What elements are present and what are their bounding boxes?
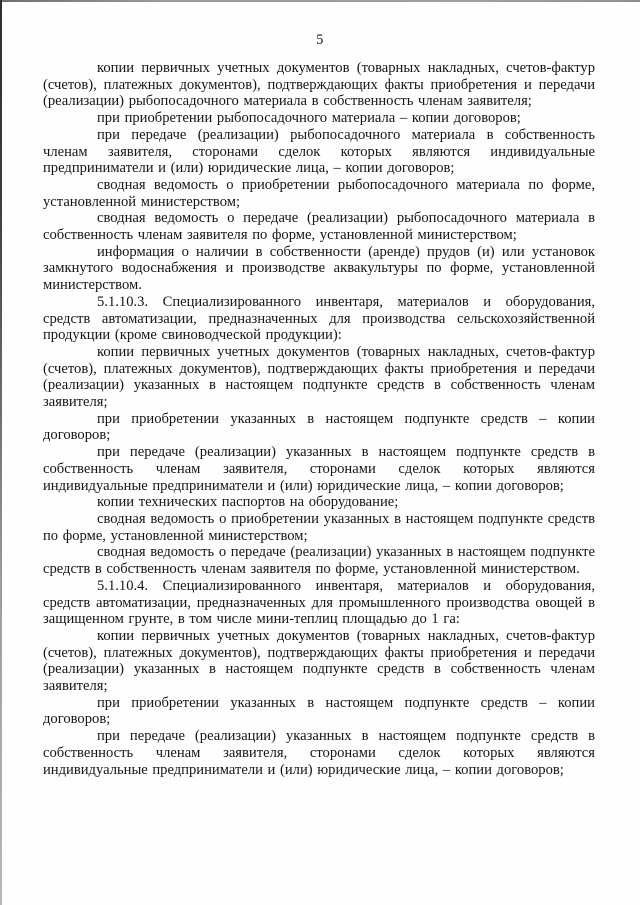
paragraph: при передаче (реализации) рыбопосадочного материала в собственность членам заявителя, сторонами сделок которых являются индивидуальные предприниматели и (или) юридические лица, – копии договоров; — [43, 126, 595, 177]
paragraph: копии первичных учетных документов (товарных накладных, счетов-фактур (счетов), платежных документов), подтверждающих факты приобретения и передачи (реализации) указанных в настоящем подпункте средств в собственность членам заявителя; — [43, 343, 595, 411]
scan-top-edge-line — [0, 0, 640, 2]
paragraph: информация о наличии в собственности (аренде) прудов (и) или установок замкнутого водоснабжения и производстве аквакультуры по форме, установленной министерством. — [43, 243, 595, 294]
paragraph: копии первичных учетных документов (товарных накладных, счетов-фактур (счетов), платежных документов), подтверждающих факты приобретения и передачи (реализации) указанных в настоящем подпункте средств в собственность членам заявителя; — [43, 627, 595, 695]
paragraph: сводная ведомость о приобретении рыбопосадочного материала по форме, установленной министерством; — [43, 176, 595, 210]
page-number: 5 — [316, 32, 324, 48]
document-body — [43, 60, 595, 778]
paragraph: копии технических паспортов на оборудование; — [97, 494, 399, 511]
paragraph: 5.1.10.3. Специализированного инвентаря, материалов и оборудования, средств автоматизации, предназначенных для производства сельскохозяйственной продукции (кроме свиноводческой продукции): — [43, 293, 595, 344]
paragraph: сводная ведомость о приобретении указанных в настоящем подпункте средств по форме, установленной министерством; — [43, 510, 595, 544]
paragraph: копии первичных учетных документов (товарных накладных, счетов-фактур (счетов), платежных документов), подтверждающих факты приобретения и передачи (реализации) рыбопосадочного материала в собственность членам заявителя; — [43, 60, 595, 110]
paragraph: сводная ведомость о передаче (реализации) рыбопосадочного материала в собственность членам заявителя по форме, установленной министерством; — [43, 210, 595, 244]
paragraph: при передаче (реализации) указанных в настоящем подпункте средств в собственность членам заявителя, сторонами сделок которых являются индивидуальные предприниматели и (или) юридические лица, – копии договоров; — [43, 444, 595, 494]
paragraph: при передаче (реализации) указанных в настоящем подпункте средств в собственность членам заявителя, сторонами сделок которых являются индивидуальные предприниматели и (или) юридические лица, – копии договоров; — [43, 728, 595, 778]
paragraph: 5.1.10.4. Специализированного инвентаря, материалов и оборудования, средств автоматизации, предназначенных для промышленного производства овощей в защищенном грунте, в том числе мини-теплиц площадью до 1 га: — [43, 577, 595, 628]
paragraph: при приобретении рыбопосадочного материала – копии договоров; — [97, 110, 521, 127]
paragraph: при приобретении указанных в настоящем подпункте средств – копии договоров; — [43, 694, 595, 728]
paragraph: при приобретении указанных в настоящем подпункте средств – копии договоров; — [43, 410, 595, 444]
scan-left-edge-line — [0, 0, 2, 905]
paragraph: сводная ведомость о передаче (реализации) указанных в настоящем подпункте средств в собственность членам заявителя по форме, установленной министерством. — [43, 544, 595, 578]
